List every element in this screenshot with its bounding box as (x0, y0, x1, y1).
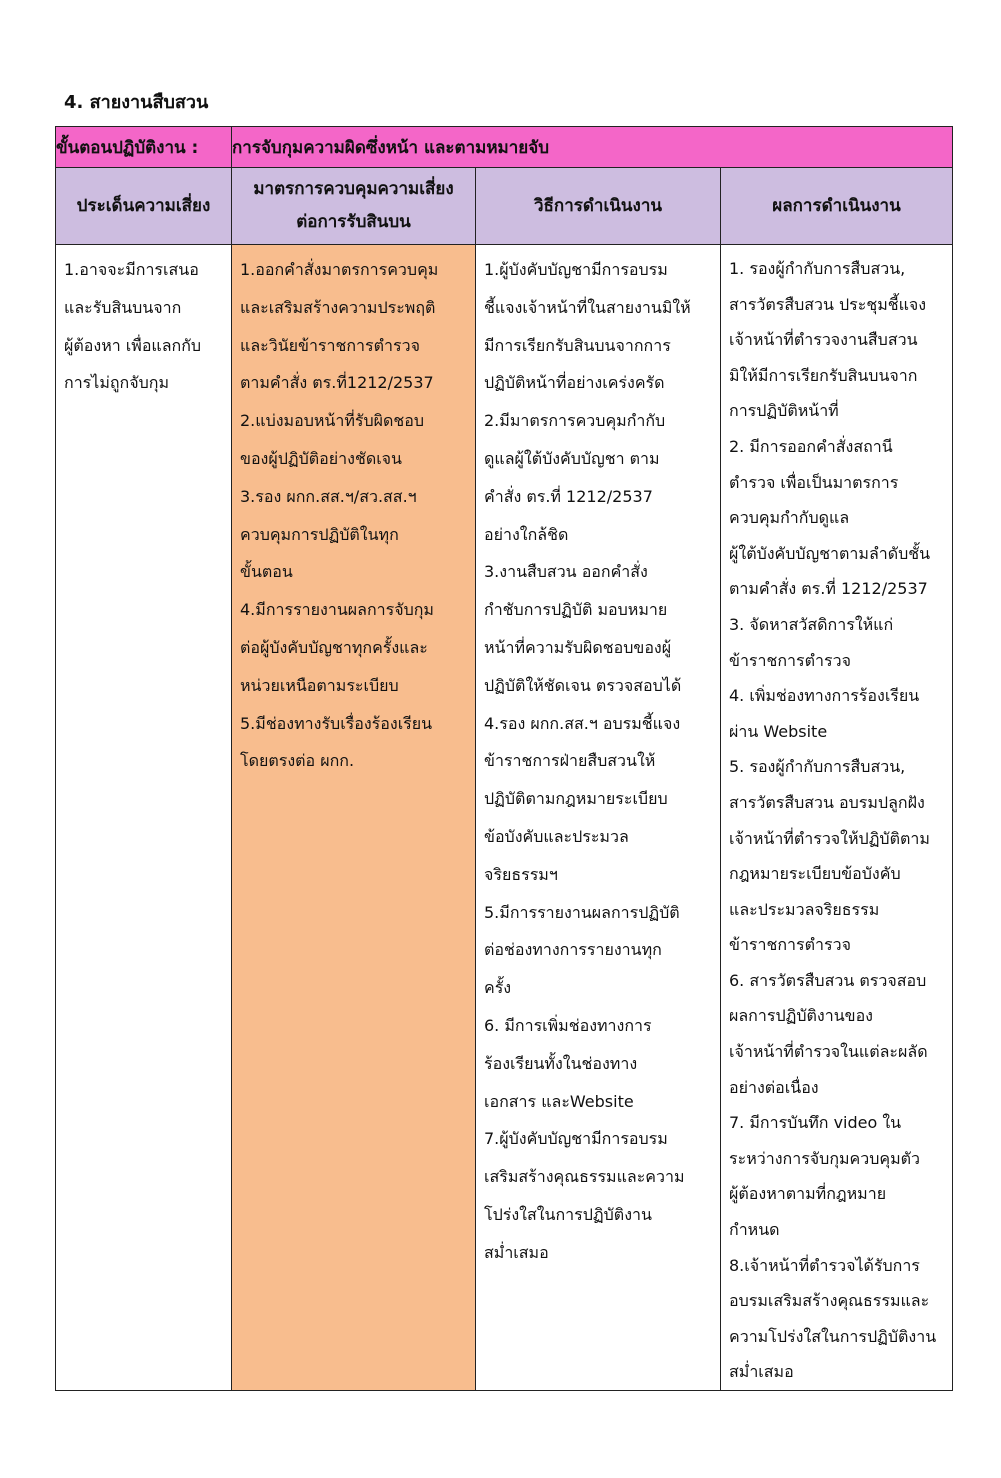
result-text-line: สารวัตรสืบสวน ประชุมชี้แจง (729, 294, 927, 314)
method-text-line: มีการเรียกรับสินบนจากการ (484, 335, 671, 355)
process-label: ขั้นตอนปฏิบัติงาน : (56, 127, 232, 168)
result-text-line: ควบคุมกำกับดูแล (729, 508, 850, 528)
section-title: 4. สายงานสืบสวน (64, 92, 209, 113)
method-text-line: ชี้แจงเจ้าหน้าที่ในสายงานมิให้ (484, 297, 691, 317)
measure-text-line: ตามคำสั่ง ตร.ที่1212/2537 (240, 373, 434, 393)
method-text-line: ข้าราชการฝ่ายสืบสวนให้ (484, 751, 656, 771)
method-text-line: ดูแลผู้ใต้บังคับบัญชา ตาม (484, 448, 660, 468)
result-text-line: กฎหมายระเบียบข้อบังคับ (729, 864, 901, 884)
process-row (56, 127, 953, 168)
measure-text-line: ควบคุมการปฏิบัติในทุก (240, 524, 399, 544)
result-text-line: ผู้ต้องหาตามที่กฎหมาย (729, 1184, 887, 1204)
method-text-line: กำชับการปฏิบัติ มอบหมาย (484, 600, 668, 620)
result-text-line: มิให้มีการเรียกรับสินบนจาก (729, 365, 918, 385)
result-text-line: 7. มีการบันทึก video ใน (729, 1113, 902, 1133)
result-text-line: เจ้าหน้าที่ตำรวจให้ปฏิบัติตาม (729, 828, 930, 848)
result-text-line: ผู้ใต้บังคับบัญชาตามลำดับชั้น (729, 543, 931, 563)
risk-text-line: และรับสินบนจาก (64, 297, 182, 317)
method-text-line: 3.งานสืบสวน ออกคำสั่ง (484, 562, 648, 582)
result-text-line: ผลการปฏิบัติงานของ (729, 1006, 873, 1026)
header-risk-issue: ประเด็นความเสี่ยง (56, 168, 232, 245)
measure-text-line: ต่อผู้บังคับบัญชาทุกครั้งและ (240, 637, 428, 657)
measure-text-line: 4.มีการรายงานผลการจับกุม (240, 600, 434, 620)
results-cell (721, 245, 953, 1391)
method-text-line: ปฏิบัติให้ชัดเจน ตรวจสอบได้ (484, 675, 682, 695)
result-text-line: 4. เพิ่มช่องทางการร้องเรียน (729, 686, 920, 706)
result-text-line: ผ่าน Website (729, 721, 828, 741)
risk-text-line: ผู้ต้องหา เพื่อแลกกับ (64, 335, 202, 355)
header-measures-line1: มาตรการควบคุมความเสี่ยง (253, 179, 454, 199)
result-text-line: และประมวลจริยธรรม (729, 899, 880, 919)
result-text-line: การปฏิบัติหน้าที่ (729, 401, 839, 421)
method-text-line: 2.มีมาตรการควบคุมกำกับ (484, 411, 666, 431)
result-text-line: 1. รองผู้กำกับการสืบสวน, (729, 259, 906, 278)
method-text-line: ข้อบังคับและประมวล (484, 826, 629, 846)
result-text-line: ตำรวจ เพื่อเป็นมาตรการ (729, 472, 899, 492)
risk-text-line: การไม่ถูกจับกุม (64, 373, 169, 393)
header-measures-line2: ต่อการรับสินบน (296, 212, 411, 232)
measure-text-line: 5.มีช่องทางรับเรื่องร้องเรียน (240, 713, 433, 733)
result-text-line: อย่างต่อเนื่อง (729, 1077, 819, 1097)
method-text-line: 7.ผู้บังคับบัญชามีการอบรม (484, 1129, 668, 1149)
method-text-line: ต่อช่องทางการรายงานทุก (484, 940, 662, 960)
measure-text-line: 1.ออกคำสั่งมาตรการควบคุม (240, 260, 439, 279)
header-results: ผลการดำเนินงาน (721, 168, 953, 245)
method-text-line: 1.ผู้บังคับบัญชามีการอบรม (484, 260, 668, 279)
result-text-line: 8.เจ้าหน้าที่ตำรวจได้รับการ (729, 1255, 920, 1275)
header-measures (232, 168, 476, 245)
result-text-line: ข้าราชการตำรวจ (729, 935, 851, 955)
measure-text-line: และเสริมสร้างความประพฤติ (240, 297, 436, 317)
result-text-line: 6. สารวัตรสืบสวน ตรวจสอบ (729, 970, 927, 990)
measure-text-line: ขั้นตอน (240, 562, 293, 582)
method-text-line: เสริมสร้างคุณธรรมและความ (484, 1167, 685, 1187)
process-value: การจับกุมความผิดซึ่งหน้า และตามหมายจับ (232, 127, 953, 168)
header-row (56, 168, 953, 245)
result-text-line: กำหนด (729, 1220, 780, 1240)
measure-text-line: ของผู้ปฏิบัติอย่างชัดเจน (240, 448, 402, 468)
result-text-line: ความโปร่งใสในการปฏิบัติงาน (729, 1326, 937, 1346)
measure-text-line: และวินัยข้าราชการตำรวจ (240, 335, 420, 355)
method-text-line: ครั้ง (484, 978, 512, 998)
method-text-line: จริยธรรมฯ (484, 864, 558, 884)
method-text-line: หน้าที่ความรับผิดชอบของผู้ (484, 637, 672, 657)
method-text-line: สม่ำเสมอ (484, 1242, 549, 1262)
measure-text-line: หน่วยเหนือตามระเบียบ (240, 675, 399, 695)
method-text-line: คำสั่ง ตร.ที่ 1212/2537 (484, 486, 653, 506)
method-text-line: ร้องเรียนทั้งในช่องทาง (484, 1053, 638, 1073)
result-text-line: 2. มีการออกคำสั่งสถานี (729, 436, 893, 456)
result-text-line: อบรมเสริมสร้างคุณธรรมและ (729, 1291, 930, 1311)
measure-text-line: โดยตรงต่อ ผกก. (240, 751, 355, 771)
method-text-line: เอกสาร และWebsite (484, 1091, 634, 1111)
body-row (56, 245, 953, 1391)
method-text-line: โปร่งใสในการปฏิบัติงาน (484, 1204, 652, 1224)
method-text-line: ปฏิบัติตามกฎหมายระเบียบ (484, 789, 668, 809)
result-text-line: ตามคำสั่ง ตร.ที่ 1212/2537 (729, 579, 928, 599)
result-text-line: 3. จัดหาสวัสดิการให้แก่ (729, 614, 894, 634)
result-text-line: ข้าราชการตำรวจ (729, 650, 851, 670)
methods-cell (476, 245, 721, 1391)
measure-text-line: 2.แบ่งมอบหน้าที่รับผิดชอบ (240, 411, 425, 431)
risk-text-line: 1.อาจจะมีการเสนอ (64, 260, 199, 279)
risk-issue-cell (56, 245, 232, 1391)
result-text-line: ระหว่างการจับกุมควบคุมตัว (729, 1148, 921, 1168)
result-text-line: เจ้าหน้าที่ตำรวจในแต่ละผลัด (729, 1042, 928, 1062)
method-text-line: 5.มีการรายงานผลการปฏิบัติ (484, 902, 680, 922)
header-methods: วิธีการดำเนินงาน (476, 168, 721, 245)
method-text-line: 4.รอง ผกก.สส.ฯ อบรมชี้แจง (484, 713, 681, 733)
method-text-line: ปฏิบัติหน้าที่อย่างเคร่งครัด (484, 373, 665, 393)
result-text-line: 5. รองผู้กำกับการสืบสวน, (729, 757, 906, 777)
result-text-line: สารวัตรสืบสวน อบรมปลูกฝัง (729, 792, 925, 812)
measures-cell (232, 245, 476, 1391)
measure-text-line: 3.รอง ผกก.สส.ฯ/สว.สส.ฯ (240, 486, 417, 506)
result-text-line: สม่ำเสมอ (729, 1362, 794, 1382)
result-text-line: เจ้าหน้าที่ตำรวจงานสืบสวน (729, 330, 918, 350)
method-text-line: อย่างใกล้ชิด (484, 524, 569, 544)
risk-control-table (55, 126, 953, 1391)
method-text-line: 6. มีการเพิ่มช่องทางการ (484, 1015, 652, 1035)
